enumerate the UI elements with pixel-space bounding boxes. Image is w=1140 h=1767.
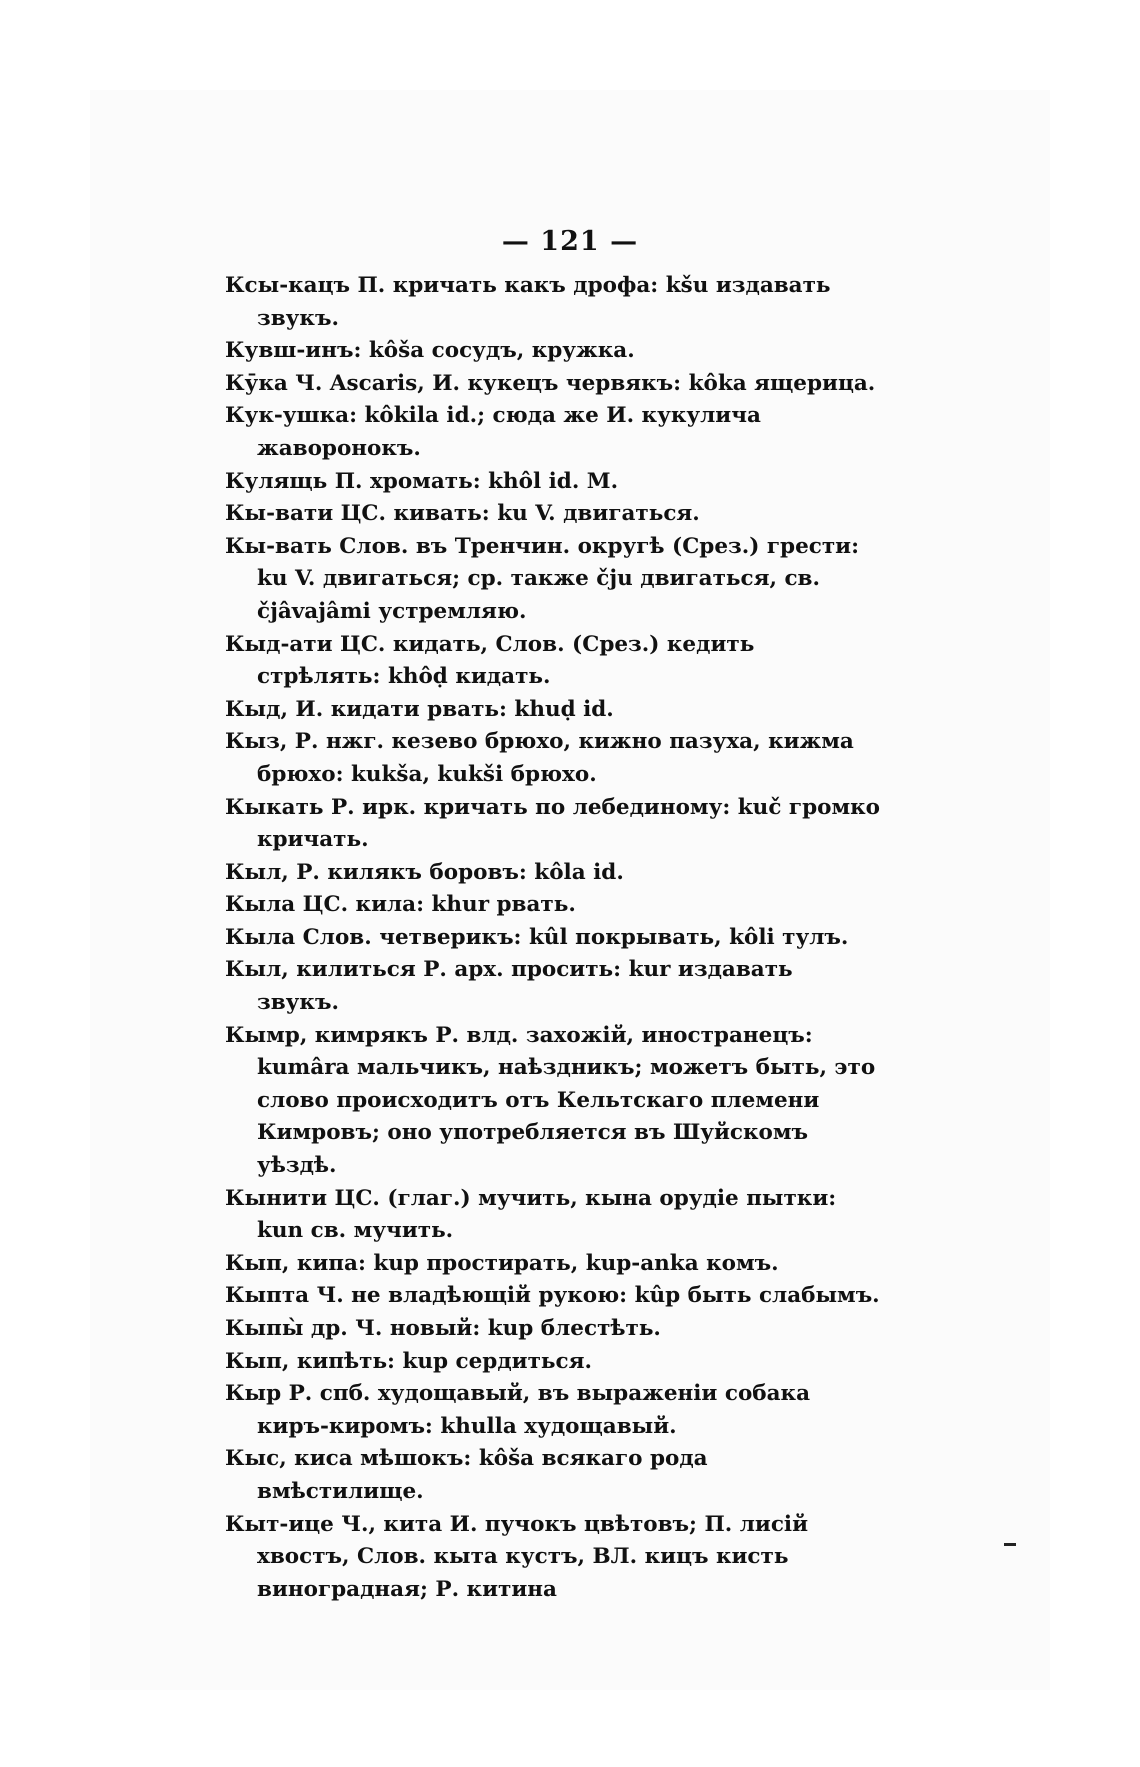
dictionary-entry: Кыс, киса мѣшокъ: kôša всякаго рода вмѣстилище.: [225, 1446, 708, 1504]
dictionary-entry: Кыла ЦС. кила: khur рвать.: [225, 892, 576, 918]
dictionary-entry: Кӯка Ч. Ascaris, И. кукецъ червякъ: kôka ящерица.: [225, 370, 876, 396]
dictionary-entry: Кып, кипа: kup простирать, kup-anka комъ.: [225, 1250, 779, 1276]
dictionary-entry: Кыт-ице Ч., кита И. пучокъ цвѣтовъ; П. лисій хвостъ, Слов. кыта кустъ, ВЛ. кицъ кисть виноградная; Р. китина: [225, 1511, 809, 1602]
dictionary-entry: Кыд-ати ЦС. кидать, Слов. (Срез.) кедить стрѣлять: khôḍ кидать.: [225, 631, 755, 690]
page-number: — 121 —: [501, 226, 639, 257]
dictionary-entries: [225, 270, 880, 1606]
dictionary-entry: Кыл, килиться Р. арх. просить: kur издавать звукъ.: [225, 957, 793, 1016]
dictionary-entry: Кы-вать Слов. въ Тренчин. округѣ (Срез.) грести: ku V. двигаться; ср. также čju двигаться, св. čjâvajâmi устремляю.: [225, 533, 860, 624]
dictionary-entry: Кыр Р. спб. худощавый, въ выраженіи собака киръ-киромъ: khulla худощавый.: [225, 1381, 811, 1439]
dictionary-entry: Кыпы̀ др. Ч. новый: kup блестѣть.: [225, 1316, 661, 1341]
dictionary-entry: Кулящь П. хромать: khôl id. M.: [225, 468, 619, 494]
dictionary-entry: Кыла Слов. четверикъ: kûl покрывать, kôli тулъ.: [225, 924, 849, 950]
dictionary-entry: Кынити ЦС. (глаг.) мучить, кына орудіе пытки: kun св. мучить.: [225, 1185, 837, 1244]
dictionary-entry: Кыл, Р. килякъ боровъ: kôla id.: [225, 859, 624, 885]
dictionary-entry: Кыз, Р. нжг. кезево брюхо, кижно пазуха, кижма брюхо: kukša, kukši брюхо.: [225, 729, 854, 787]
dictionary-entry: Кыд, И. кидати рвать: khuḍ id.: [225, 696, 614, 722]
dictionary-entry: Кук-ушка: kôkila id.; сюда же И. кукулича жаворонокъ.: [225, 403, 761, 461]
dictionary-entry: Кып, кипѣть: kup сердиться.: [225, 1348, 592, 1374]
corner-mark: [1004, 1543, 1016, 1546]
dictionary-entry: Кыпта Ч. не владѣющій рукою: kûp быть слабымъ.: [225, 1283, 880, 1309]
dictionary-entry: Кувш-инъ: kôša сосудъ, кружка.: [225, 338, 635, 364]
dictionary-entry: Кымр, кимрякъ Р. влд. захожій, иностранецъ: kumâra мальчикъ, наѣздникъ; можетъ быть, это слово происходитъ отъ Кельтскаго племени Кимровъ; оно употребляется въ Шуйскомъ уѣздѣ.: [225, 1022, 876, 1179]
dictionary-entry: Кы-вати ЦС. кивать: ku V. двигаться.: [225, 501, 700, 527]
dictionary-entry: Кыкать Р. ирк. кричать по лебединому: kuč громко кричать.: [225, 794, 880, 853]
dictionary-entry: Ксы-кацъ П. кричать какъ дрофа: kšu издавать звукъ.: [225, 273, 831, 331]
